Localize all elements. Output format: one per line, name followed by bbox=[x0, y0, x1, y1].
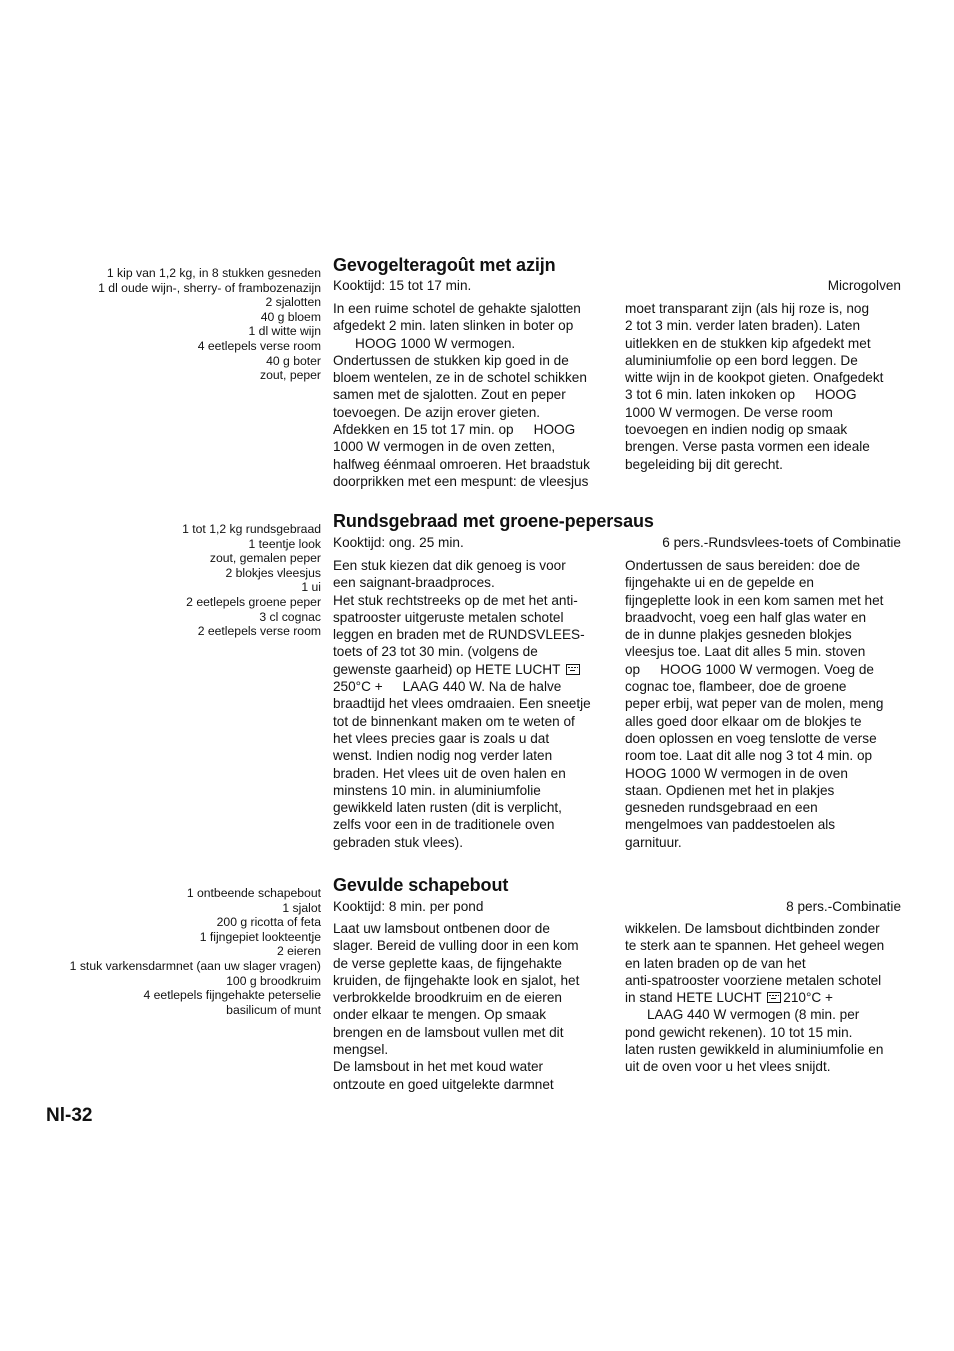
text-line: Een stuk kiezen dat dik genoeg is voor bbox=[333, 558, 566, 573]
text-line bbox=[333, 421, 613, 438]
text-line: In een ruime schotel de gehakte sjalotten bbox=[333, 301, 581, 316]
text-fragment: 210°C + bbox=[783, 990, 833, 1006]
recipe-title: Gevulde schapebout bbox=[333, 875, 509, 895]
text-line: zelfs voor een in de traditionele oven bbox=[333, 817, 555, 833]
text-line: anti-spatrooster voorziene metalen schotel bbox=[625, 972, 882, 988]
instructions-left bbox=[333, 557, 613, 851]
text-line: De lamsbout in het met koud water bbox=[333, 1059, 544, 1075]
ingredient: 1 stuk varkensdarmnet (aan uw slager vragen) bbox=[69, 958, 321, 973]
ingredient: 4 eetlepels fijngehakte peterselie bbox=[143, 988, 321, 1003]
text-line: de in dunne plakjes gesneden blokjes bbox=[625, 627, 852, 643]
ingredient: zout, gemalen peper bbox=[209, 551, 321, 566]
ingredient-list bbox=[20, 886, 321, 1017]
ingredient: 200 g ricotta of feta bbox=[216, 915, 321, 930]
text-line: HOOG 1000 W vermogen. bbox=[355, 335, 516, 351]
instructions-left bbox=[333, 920, 613, 1093]
text-line: gesneden rundsgebraad en een bbox=[625, 800, 818, 816]
text-line bbox=[625, 661, 910, 678]
ingredient: 100 g broodkruim bbox=[226, 973, 321, 988]
ingredient: 1 teentje look bbox=[248, 536, 321, 551]
text-line: peper erbij, wat peper van de molen, meng bbox=[625, 696, 884, 712]
text-line bbox=[333, 678, 613, 695]
grill-icon bbox=[566, 664, 580, 675]
recipe-meta bbox=[333, 535, 901, 551]
ingredient: 1 fijngepiet lookteentje bbox=[199, 929, 321, 944]
text-line: braden. Het vlees uit de oven halen en bbox=[333, 765, 566, 781]
text-line: aluminiumfolie op een bord leggen. De bbox=[625, 352, 858, 368]
text-line: begeleiding bij dit gerecht. bbox=[625, 456, 783, 472]
ingredient: 1 ui bbox=[301, 580, 321, 595]
text-line: afgedekt 2 min. laten slinken in boter op bbox=[333, 318, 574, 334]
text-line: spatrooster uitgeruste metalen schotel bbox=[333, 609, 564, 625]
text-fragment: 3 tot 6 min. laten inkoken op bbox=[625, 387, 796, 403]
text-line: toevoegen en indien nodig op smaak bbox=[625, 422, 848, 438]
text-line: toets of 23 tot 30 min. (volgens de bbox=[333, 644, 538, 660]
text-line: Ondertussen de saus bereiden: doe de bbox=[625, 558, 861, 573]
cook-time: Kooktijd: ong. 25 min. bbox=[333, 535, 464, 550]
text-fragment: LAAG 440 W. Na de halve bbox=[402, 679, 562, 695]
cook-time: Kooktijd: 15 tot 17 min. bbox=[333, 278, 472, 293]
text-line: brengen en de lamsbout vullen met dit bbox=[333, 1024, 564, 1040]
instructions-left bbox=[333, 300, 613, 490]
text-line: gewikkeld laten rusten (dit is verplicht, bbox=[333, 800, 562, 816]
text-line bbox=[333, 661, 613, 678]
ingredient-list bbox=[20, 266, 321, 383]
ingredient-list bbox=[20, 522, 321, 639]
text-line: garnituur. bbox=[625, 834, 682, 850]
text-line: 2 tot 3 min. verder laten braden). Laten bbox=[625, 318, 861, 334]
cooking-mode: 8 pers.-Combinatie bbox=[786, 899, 901, 914]
instructions-right bbox=[625, 557, 910, 851]
text-line: Laat uw lamsbout ontbenen door de bbox=[333, 921, 550, 936]
text-line: slager. Bereid de vulling door in een kom bbox=[333, 938, 579, 954]
text-line: wikkelen. De lamsbout dichtbinden zonder bbox=[625, 921, 880, 936]
text-line: LAAG 440 W vermogen (8 min. per bbox=[647, 1007, 860, 1023]
text-line: pond gewicht rekenen). 10 tot 15 min. bbox=[625, 1024, 853, 1040]
text-fragment: Afdekken en 15 tot 17 min. op bbox=[333, 422, 514, 438]
text-line bbox=[625, 989, 910, 1006]
text-line: moet transparant zijn (als hij roze is, nog bbox=[625, 301, 870, 316]
text-line: leggen en braden met de RUNDSVLEES- bbox=[333, 627, 585, 643]
text-line: en laten braden op de van het bbox=[625, 955, 806, 971]
text-fragment: op bbox=[625, 661, 641, 677]
text-line: braadtijd het vlees omdraaien. Een sneetje bbox=[333, 696, 591, 712]
cooking-mode: Microgolven bbox=[827, 278, 901, 293]
text-line: cognac toe, flambeer, doe de groene bbox=[625, 679, 847, 695]
ingredient: 1 dl oude wijn-, sherry- of frambozenazijn bbox=[98, 280, 321, 295]
text-fragment: in stand HETE LUCHT bbox=[625, 990, 762, 1006]
ingredient: 40 g bloem bbox=[260, 309, 321, 324]
ingredient: 1 dl witte wijn bbox=[248, 324, 321, 339]
recipe-title: Gevogelteragoût met azijn bbox=[333, 255, 556, 275]
ingredient: 3 cl cognac bbox=[259, 609, 321, 624]
text-line: laten rusten gewikkeld in aluminiumfolie en bbox=[625, 1042, 884, 1058]
text-line: gebraden stuk vlees). bbox=[333, 834, 463, 850]
text-line: wenst. Indien nodig nog verder laten bbox=[333, 748, 553, 764]
text-line: onder elkaar te mengen. Op smaak bbox=[333, 1007, 547, 1023]
text-line: uit de oven voor u het vlees snijdt. bbox=[625, 1059, 831, 1075]
text-line: het vlees precies gaar is zoals u dat bbox=[333, 730, 550, 746]
text-line: room toe. Laat dit alle nog 3 tot 4 min. op bbox=[625, 748, 873, 764]
text-line: ontzoute en goed uitgelekte darmnet bbox=[333, 1076, 554, 1092]
text-line: alles goed door elkaar om de blokjes te bbox=[625, 713, 862, 729]
ingredient: 1 sjalot bbox=[282, 900, 321, 915]
text-line: vleesjus toe. Laat dit alles 5 min. stoven bbox=[625, 644, 866, 660]
cooking-mode: 6 pers.-Rundsvlees-toets of Combinatie bbox=[662, 535, 901, 550]
ingredient: 1 ontbeende schapebout bbox=[186, 886, 321, 900]
ingredient: 1 kip van 1,2 kg, in 8 stukken gesneden bbox=[106, 266, 321, 280]
text-line: 1000 W vermogen. De verse room bbox=[625, 404, 833, 420]
text-line: tot de binnenkant maken om te weten of bbox=[333, 713, 575, 729]
text-line: minstens 10 min. in aluminiumfolie bbox=[333, 782, 541, 798]
text-line: staan. Opdienen met het in plakjes bbox=[625, 782, 835, 798]
ingredient: zout, peper bbox=[260, 368, 321, 383]
text-line: een saignant-braadproces. bbox=[333, 575, 495, 591]
ingredient: 2 eieren bbox=[276, 944, 321, 959]
ingredient: 2 blokjes vleesjus bbox=[225, 565, 321, 580]
text-fragment: HOOG bbox=[815, 387, 857, 403]
ingredient: 4 eetlepels verse room bbox=[197, 338, 321, 353]
cook-time: Kooktijd: 8 min. per pond bbox=[333, 899, 484, 914]
text-line: te sterk aan te spannen. Het geheel wegen bbox=[625, 938, 885, 954]
text-line: mengelmoes van paddestoelen als bbox=[625, 817, 836, 833]
text-line: kruiden, de fijngehakte look en sjalot, het bbox=[333, 972, 580, 988]
ingredient: 2 eetlepels groene peper bbox=[186, 594, 321, 609]
grill-icon bbox=[767, 992, 781, 1003]
text-fragment: gewenste gaarheid) op HETE LUCHT bbox=[333, 661, 561, 677]
text-line: toevoegen. De azijn erover gieten. bbox=[333, 404, 541, 420]
page-number: Nl-32 bbox=[46, 1105, 93, 1126]
text-line: Het stuk rechtstreeks op de met het anti- bbox=[333, 592, 578, 608]
text-line: samen met de sjalotten. Zout en peper bbox=[333, 387, 566, 403]
ingredient: basilicum of munt bbox=[226, 1002, 321, 1017]
text-line: de verse geplette kaas, de fijngehakte bbox=[333, 955, 562, 971]
text-line: braadvocht, voeg een half glas water en bbox=[625, 609, 867, 625]
recipe-title: Rundsgebraad met groene-pepersaus bbox=[333, 511, 654, 531]
text-line: HOOG 1000 W vermogen in de oven bbox=[625, 765, 848, 781]
ingredient: 40 g boter bbox=[266, 353, 321, 368]
text-line: witte wijn in de kookpot gieten. Onafgedekt bbox=[625, 370, 884, 386]
text-line: fijngehakte ui en de gepelde en bbox=[625, 575, 814, 591]
text-fragment: HOOG bbox=[533, 422, 576, 438]
text-line: uitlekken en de stukken kip afgedekt met bbox=[625, 335, 871, 351]
text-line: halfweg éénmaal omroeren. Het braadstuk bbox=[333, 456, 590, 472]
text-line: brengen. Verse pasta vormen een ideale bbox=[625, 439, 870, 455]
text-line: bloem wentelen, ze in de schotel schikken bbox=[333, 370, 587, 386]
text-fragment: 250°C + bbox=[333, 679, 383, 695]
text-fragment: HOOG 1000 W vermogen. Voeg de bbox=[660, 661, 874, 677]
recipe-meta bbox=[333, 278, 901, 294]
ingredient: 2 sjalotten bbox=[265, 295, 321, 310]
text-line: doorprikken met een mespunt: de vleesjus bbox=[333, 473, 589, 489]
instructions-right bbox=[625, 300, 910, 473]
text-line: doen oplossen en voeg tenslotte de verse bbox=[625, 730, 877, 746]
text-line: mengsel. bbox=[333, 1042, 389, 1058]
ingredient: 1 tot 1,2 kg rundsgebraad bbox=[182, 522, 321, 536]
instructions-right bbox=[625, 920, 910, 1076]
text-line: Ondertussen de stukken kip goed in de bbox=[333, 352, 569, 368]
text-line: verbrokkelde broodkruim en de eieren bbox=[333, 990, 562, 1006]
text-line: fijngeplette look in een kom samen met het bbox=[625, 592, 884, 608]
recipe-meta bbox=[333, 899, 901, 915]
ingredient: 2 eetlepels verse room bbox=[197, 624, 321, 639]
text-line bbox=[625, 386, 910, 403]
text-line: 1000 W vermogen in de oven zetten, bbox=[333, 439, 556, 455]
